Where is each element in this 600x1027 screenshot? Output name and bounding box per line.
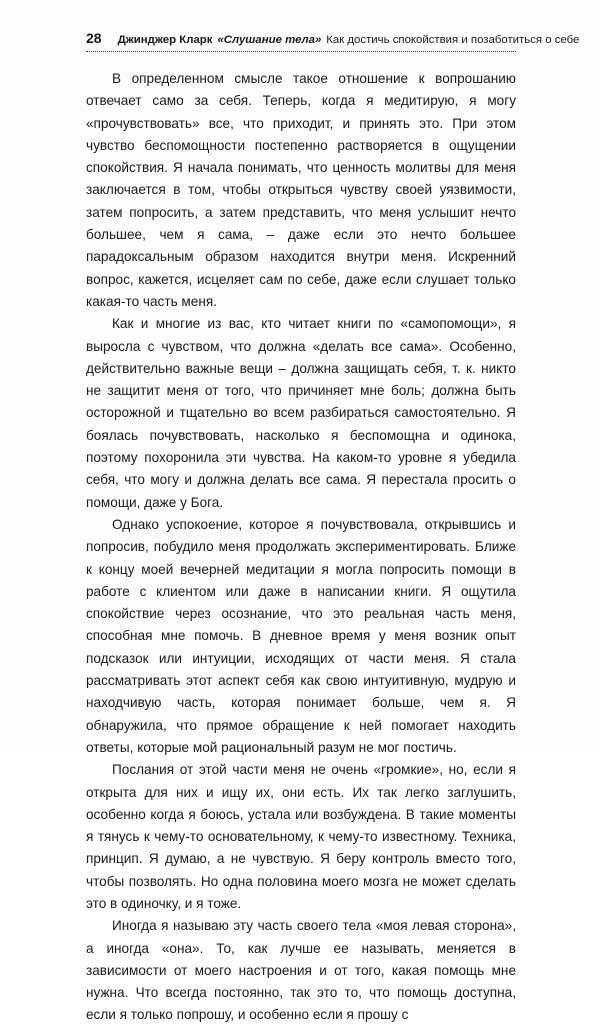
paragraph: Послания от этой части меня не очень «громкие», но, если я открыта для них и ищу их, они есть. Их так легко заглушить, особенно когда я боюсь, устала или возбуждена. В такие моменты я тянусь к чему-то основательному, к чему-то известному. Техника, принцип. Я думаю, а не чувствую. Я беру контроль вместо того, чтобы позволять. Но одна половина моего мозга не может сделать это в одиночку, и я тоже.: [86, 762, 516, 911]
body-text: [86, 68, 516, 1027]
paragraph: Как и многие из вас, кто читает книги по «самопомощи», я выросла с чувством, что должна «делать все сама». Особенно, действительно важные вещи – должна защищать себя, т. к. никто не защитит меня от того, что причиняет мне боль; должна быть осторожной и тщательно во всем разбираться самостоятельно. Я боялась почувствовать, насколько я беспомощна и одинока, поэтому похоронила эти чувства. На каком-то уровне я убедила себя, что могу и должна делать все сама. Я перестала просить о помощи, даже у Бога.: [86, 316, 516, 510]
running-header: [86, 30, 580, 52]
author-name: Джинджер Кларк: [117, 34, 213, 46]
book-subtitle: Как достичь спокойствия и позаботиться о себе: [326, 34, 580, 46]
book-title: «Слушание тела»: [217, 34, 322, 46]
paragraph: Иногда я называю эту часть своего тела «моя левая сторона», а иногда «она». То, как лучше ее называть, меняется в зависимости от моего настроения и от того, какая помощь мне нужна. Что всегда постоянно, так это то, что помощь доступна, если я только попрошу, и особенно если я прошу с: [86, 918, 516, 1023]
page-number: 28: [86, 30, 102, 46]
paragraph: В определенном смысле такое отношение к вопрошанию отвечает само за себя. Теперь, когда я медитирую, я могу «прочувствовать» все, что приходит, и принять это. При этом чувство беспомощности постепенно растворяется в ощущении спокойствия. Я начала понимать, что ценность молитвы для меня заключается в том, чтобы открыться чувству своей уязвимости, затем попросить, а затем представить, что меня услышит нечто большее, чем я сама, – даже если это нечто большее парадоксальным образом находится внутри меня. Искренний вопрос, кажется, исцеляет сам по себе, даже если слушает только какая-то часть меня.: [86, 71, 516, 309]
paragraph: Однако успокоение, которое я почувствовала, открывшись и попросив, побудило меня продолжать экспериментировать. Ближе к концу моей вечерней медитации я могла попросить помощи в работе с клиентом или даже в написании книги. Я ощутила спокойствие через осознание, что это реальная часть меня, способная мне помочь. В дневное время у меня возник опыт подсказок или интуиции, исходящих от части меня. Я стала рассматривать этот аспект себя как свою интуитивную, мудрую и находчивую часть, которая понимает больше, чем я. Я обнаружила, что прямое обращение к ней помогает находить ответы, которые мой рациональный разум не мог постичь.: [86, 516, 516, 755]
header-divider: [86, 51, 516, 52]
